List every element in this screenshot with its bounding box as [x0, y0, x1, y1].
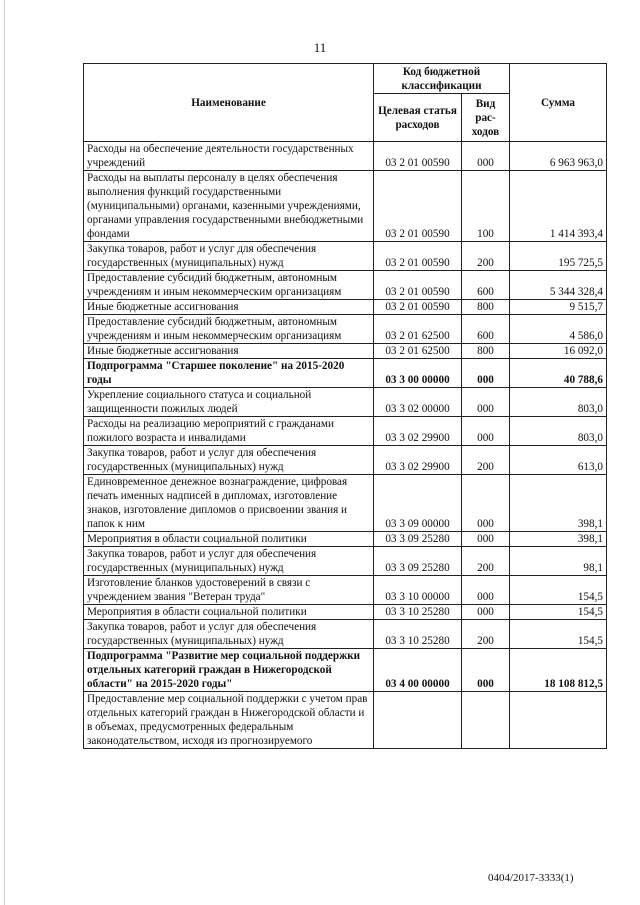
- row-type: 000: [462, 142, 510, 171]
- row-article: 03 4 00 00000: [374, 649, 462, 692]
- document-code: 0404/2017-3333(1): [488, 872, 574, 884]
- row-type: 000: [462, 576, 510, 605]
- row-sum: 4 586,0: [510, 315, 607, 344]
- table-row: [84, 576, 607, 605]
- table-header: [84, 64, 607, 142]
- table-row: [84, 344, 607, 359]
- row-article: 03 3 10 25280: [374, 620, 462, 649]
- row-name: Предоставление субсидий бюджетным, автономным учреждениям и иным некоммерческим организациям: [84, 271, 374, 300]
- row-name: Подпрограмма "Старшее поколение" на 2015-2020 годы: [84, 359, 374, 388]
- row-sum: 803,0: [510, 388, 607, 417]
- row-sum: 154,5: [510, 620, 607, 649]
- row-sum: 803,0: [510, 417, 607, 446]
- row-sum: 9 515,7: [510, 300, 607, 315]
- row-name: Предоставление субсидий бюджетным, автономным учреждениям и иным некоммерческим организациям: [84, 315, 374, 344]
- row-article: 03 2 01 62500: [374, 315, 462, 344]
- row-article: 03 3 00 00000: [374, 359, 462, 388]
- row-name: Закупка товаров, работ и услуг для обеспечения государственных (муниципальных) нужд: [84, 446, 374, 475]
- row-name: Изготовление бланков удостоверений в связи с учреждением звания "Ветеран труда": [84, 576, 374, 605]
- row-type: 600: [462, 271, 510, 300]
- scan-edge-line: [4, 0, 5, 905]
- row-article: 03 3 09 25280: [374, 547, 462, 576]
- row-type: 200: [462, 242, 510, 271]
- row-article: 03 3 10 25280: [374, 605, 462, 620]
- row-name: Предоставление мер социальной поддержки с учетом прав отдельных категорий граждан в Нижегородской области и в объемах, предусмотренных федеральным законодательством, исходя из прогнозируемого: [84, 692, 374, 749]
- row-article: 03 3 10 00000: [374, 576, 462, 605]
- table-row: [84, 620, 607, 649]
- row-sum: 154,5: [510, 576, 607, 605]
- row-sum: [510, 692, 607, 749]
- row-type: [462, 692, 510, 749]
- row-article: 03 2 01 62500: [374, 344, 462, 359]
- page-number: 11: [313, 40, 327, 55]
- table-row: [84, 271, 607, 300]
- row-sum: 16 092,0: [510, 344, 607, 359]
- row-type: 100: [462, 171, 510, 242]
- row-name: Закупка товаров, работ и услуг для обеспечения государственных (муниципальных) нужд: [84, 242, 374, 271]
- table-row: [84, 649, 607, 692]
- row-name: Мероприятия в области социальной политики: [84, 532, 374, 547]
- row-article: 03 2 01 00590: [374, 171, 462, 242]
- row-sum: 154,5: [510, 605, 607, 620]
- row-type: 000: [462, 417, 510, 446]
- row-article: 03 3 02 29900: [374, 446, 462, 475]
- row-type: 600: [462, 315, 510, 344]
- row-type: 200: [462, 446, 510, 475]
- row-sum: 98,1: [510, 547, 607, 576]
- row-type: 200: [462, 620, 510, 649]
- table-body: [84, 142, 607, 749]
- row-sum: 398,1: [510, 475, 607, 532]
- header-name: Наименование: [84, 64, 374, 142]
- row-name: Мероприятия в области социальной политики: [84, 605, 374, 620]
- table-row: [84, 300, 607, 315]
- header-kbk: Код бюджетной классификации: [374, 64, 510, 94]
- table-row: [84, 417, 607, 446]
- row-sum: 6 963 963,0: [510, 142, 607, 171]
- row-article: 03 3 02 00000: [374, 388, 462, 417]
- table-row: [84, 547, 607, 576]
- table-row: [84, 315, 607, 344]
- table-row: [84, 388, 607, 417]
- row-name: Расходы на обеспечение деятельности государственных учреждений: [84, 142, 374, 171]
- budget-table: [83, 63, 607, 749]
- row-name: Закупка товаров, работ и услуг для обеспечения государственных (муниципальных) нужд: [84, 547, 374, 576]
- row-name: Единовременное денежное вознаграждение, цифровая печать именных надписей в дипломах, изготовление знаков, изготовление дипломов о присвоении звания и папок к ним: [84, 475, 374, 532]
- header-type: Вид рас- ходов: [462, 94, 510, 142]
- row-sum: 18 108 812,5: [510, 649, 607, 692]
- table-row: [84, 242, 607, 271]
- table-row: [84, 605, 607, 620]
- row-article: 03 3 02 29900: [374, 417, 462, 446]
- row-name: Расходы на реализацию мероприятий с гражданами пожилого возраста и инвалидами: [84, 417, 374, 446]
- row-type: 000: [462, 388, 510, 417]
- table-row: [84, 171, 607, 242]
- row-type: 000: [462, 475, 510, 532]
- row-type: 000: [462, 359, 510, 388]
- row-name: Иные бюджетные ассигнования: [84, 300, 374, 315]
- table-row: [84, 359, 607, 388]
- row-type: 800: [462, 344, 510, 359]
- row-type: 800: [462, 300, 510, 315]
- row-sum: 398,1: [510, 532, 607, 547]
- row-name: Подпрограмма "Развитие мер социальной поддержки отдельных категорий граждан в Нижегородской области" на 2015-2020 годы": [84, 649, 374, 692]
- table-row: [84, 692, 607, 749]
- row-name: Иные бюджетные ассигнования: [84, 344, 374, 359]
- table-row: [84, 142, 607, 171]
- header-sum: Сумма: [510, 64, 607, 142]
- row-article: 03 2 01 00590: [374, 242, 462, 271]
- row-article: 03 2 01 00590: [374, 271, 462, 300]
- row-article: 03 2 01 00590: [374, 300, 462, 315]
- row-sum: 613,0: [510, 446, 607, 475]
- header-article: Целевая статья расходов: [374, 94, 462, 142]
- table-row: [84, 475, 607, 532]
- row-article: 03 2 01 00590: [374, 142, 462, 171]
- row-sum: 195 725,5: [510, 242, 607, 271]
- table-row: [84, 532, 607, 547]
- row-type: 200: [462, 547, 510, 576]
- row-type: 000: [462, 605, 510, 620]
- row-name: Укрепление социального статуса и социальной защищенности пожилых людей: [84, 388, 374, 417]
- row-type: 000: [462, 532, 510, 547]
- table-row: [84, 446, 607, 475]
- row-name: Закупка товаров, работ и услуг для обеспечения государственных (муниципальных) нужд: [84, 620, 374, 649]
- row-article: [374, 692, 462, 749]
- row-name: Расходы на выплаты персоналу в целях обеспечения выполнения функций государственными (муниципальными) органами, казенными учреждениями, органами управления государственными внебюджетными фондами: [84, 171, 374, 242]
- row-sum: 40 788,6: [510, 359, 607, 388]
- row-article: 03 3 09 25280: [374, 532, 462, 547]
- row-sum: 5 344 328,4: [510, 271, 607, 300]
- row-article: 03 3 09 00000: [374, 475, 462, 532]
- row-sum: 1 414 393,4: [510, 171, 607, 242]
- row-type: 000: [462, 649, 510, 692]
